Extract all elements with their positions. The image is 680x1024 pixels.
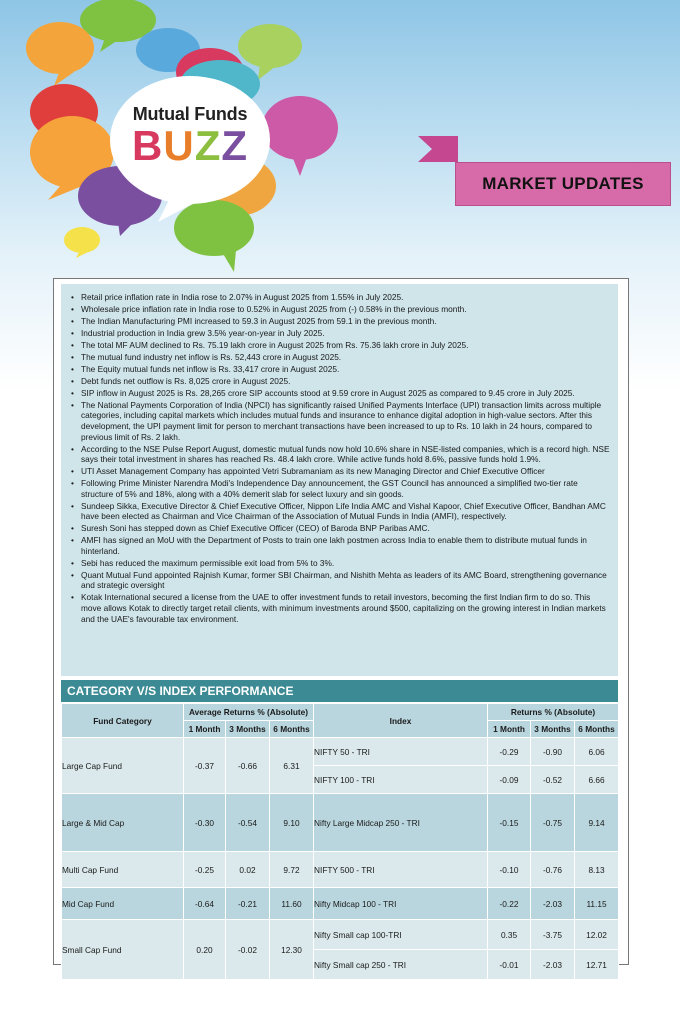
index-return-cell: 0.35 — [488, 920, 531, 950]
index-name-cell: NIFTY 100 - TRI — [314, 766, 488, 794]
index-return-cell: -0.52 — [531, 766, 575, 794]
index-return-cell: -0.22 — [488, 888, 531, 920]
category-return-cell: 9.10 — [270, 794, 314, 852]
index-return-cell: 6.06 — [575, 738, 619, 766]
category-return-cell: -0.66 — [226, 738, 270, 794]
index-name-cell: NIFTY 50 - TRI — [314, 738, 488, 766]
header-period: 1 Month — [488, 721, 531, 738]
header-returns: Returns % (Absolute) — [488, 704, 619, 721]
fund-category-cell: Mid Cap Fund — [62, 888, 184, 920]
index-return-cell: -3.75 — [531, 920, 575, 950]
category-return-cell: -0.64 — [184, 888, 226, 920]
category-return-cell: 0.02 — [226, 852, 270, 888]
news-item: • Debt funds net outflow is Rs. 8,025 crore in August 2025. — [81, 376, 610, 387]
header-period: 3 Months — [226, 721, 270, 738]
logo-letter-u: U — [163, 122, 195, 169]
index-return-cell: -0.76 — [531, 852, 575, 888]
category-return-cell: -0.54 — [226, 794, 270, 852]
index-return-cell: 11.15 — [575, 888, 619, 920]
logo-title — [114, 104, 266, 167]
category-return-cell: 9.72 — [270, 852, 314, 888]
table-row — [62, 852, 619, 888]
header-period: 6 Months — [270, 721, 314, 738]
index-name-cell: NIFTY 500 - TRI — [314, 852, 488, 888]
logo-letter-b: B — [132, 122, 164, 169]
header-fund-category: Fund Category — [62, 704, 184, 738]
table-row — [62, 888, 619, 920]
category-return-cell: 6.31 — [270, 738, 314, 794]
news-item: • The Indian Manufacturing PMI increased to 59.3 in August 2025 from 59.1 in the previous month. — [81, 316, 610, 327]
news-item: • Kotak International secured a license from the UAE to offer investment funds to retail investors, becoming the first Indian firm to do so. This move allows Kotak to directly target retail clients, with minimum investments around $500, capitalizing on the growing interest in Indian markets and the UAE's favourable tax environment. — [81, 592, 610, 624]
market-updates-label: MARKET UPDATES — [482, 174, 644, 193]
performance-table-body — [62, 738, 619, 980]
index-return-cell: 6.66 — [575, 766, 619, 794]
fund-category-cell: Large & Mid Cap — [62, 794, 184, 852]
fund-category-cell: Multi Cap Fund — [62, 852, 184, 888]
table-row — [62, 794, 619, 852]
performance-table — [61, 703, 619, 980]
news-item: • Industrial production in India grew 3.5% year-on-year in July 2025. — [81, 328, 610, 339]
performance-title: CATEGORY V/S INDEX PERFORMANCE — [61, 680, 618, 702]
news-item: • SIP inflow in August 2025 is Rs. 28,265 crore SIP accounts stood at 9.59 crore in August 2025 as compared to 9.45 crore in July 2025. — [81, 388, 610, 399]
index-return-cell: -0.90 — [531, 738, 575, 766]
logo-letter-z2: Z — [221, 122, 248, 169]
category-return-cell: -0.30 — [184, 794, 226, 852]
table-row — [62, 738, 619, 766]
index-name-cell: Nifty Small cap 100-TRI — [314, 920, 488, 950]
index-return-cell: -0.09 — [488, 766, 531, 794]
news-item: • Sundeep Sikka, Executive Director & Chief Executive Officer, Nippon Life India AMC and Vishal Kapoor, Chief Executive Officer, Bandhan AMC have been elected as Chairman and Vice Chairman of the Association of Mutual Funds in India (AMFI), respectively. — [81, 501, 610, 522]
news-item: • Following Prime Minister Narendra Modi's Independence Day announcement, the GST Council has announced a simplified two-tier rate structure of 5% and 18%, along with a 40% demerit slab for select luxury and sin goods. — [81, 478, 610, 499]
news-item: • Wholesale price inflation rate in India rose to 0.52% in August 2025 from (-) 0.58% in the previous month. — [81, 304, 610, 315]
index-return-cell: -0.10 — [488, 852, 531, 888]
header-period: 6 Months — [575, 721, 619, 738]
index-return-cell: -2.03 — [531, 888, 575, 920]
news-item: • The total MF AUM declined to Rs. 75.19 lakh crore in August 2025 from Rs. 75.36 lakh crore in July 2025. — [81, 340, 610, 351]
header-index: Index — [314, 704, 488, 738]
news-item: • Sebi has reduced the maximum permissible exit load from 5% to 3%. — [81, 558, 610, 569]
news-item: • Quant Mutual Fund appointed Rajnish Kumar, former SBI Chairman, and Nishith Mehta as leaders of its AMC Board, strengthening governance and strategic oversight — [81, 570, 610, 591]
table-row — [62, 920, 619, 950]
header-avg-returns: Average Returns % (Absolute) — [184, 704, 314, 721]
index-name-cell: Nifty Large Midcap 250 - TRI — [314, 794, 488, 852]
news-item: • AMFI has signed an MoU with the Department of Posts to train one lakh postmen across India to enable them to distribute mutual funds in hinterland. — [81, 535, 610, 556]
news-item: • According to the NSE Pulse Report August, domestic mutual funds now hold 10.6% share in NSE-listed companies, which is a record high. NSE says their total investment in shares has reached Rs. 48.4 lakh crore. While active funds hold 8.6%, passive funds hold 1.9%. — [81, 444, 610, 465]
index-return-cell: -0.15 — [488, 794, 531, 852]
category-return-cell: -0.02 — [226, 920, 270, 980]
category-return-cell: -0.21 — [226, 888, 270, 920]
category-return-cell: -0.37 — [184, 738, 226, 794]
news-item: • Suresh Soni has stepped down as Chief Executive Officer (CEO) of Baroda BNP Paribas AMC. — [81, 523, 610, 534]
category-return-cell: 12.30 — [270, 920, 314, 980]
index-return-cell: 9.14 — [575, 794, 619, 852]
logo-letter-z1: Z — [194, 122, 222, 169]
header-period: 1 Month — [184, 721, 226, 738]
news-item: • The mutual fund industry net inflow is Rs. 52,443 crore in August 2025. — [81, 352, 610, 363]
fund-category-cell: Large Cap Fund — [62, 738, 184, 794]
index-return-cell: 12.71 — [575, 950, 619, 980]
index-return-cell: -0.75 — [531, 794, 575, 852]
news-item: • The Equity mutual funds net inflow is Rs. 33,417 crore in August 2025. — [81, 364, 610, 375]
index-return-cell: 8.13 — [575, 852, 619, 888]
news-list — [61, 284, 618, 624]
index-return-cell: -2.03 — [531, 950, 575, 980]
news-panel — [61, 284, 618, 676]
index-name-cell: Nifty Midcap 100 - TRI — [314, 888, 488, 920]
fund-category-cell: Small Cap Fund — [62, 920, 184, 980]
header-period: 3 Months — [531, 721, 575, 738]
news-item: • Retail price inflation rate in India rose to 2.07% in August 2025 from 1.55% in July 2025. — [81, 292, 610, 303]
category-return-cell: 0.20 — [184, 920, 226, 980]
news-item: • The National Payments Corporation of India (NPCI) has significantly raised Unified Payments Interface (UPI) transaction limits across multiple categories, including capital markets which includes mutual funds and insurance to enhance digital adoption in high-value sectors. After this development, the UPI payment limit for person to merchant transactions have been increased to up to Rs. 10 lakh in 24 hours, compared to previous limit of Rs. 2 lakh. — [81, 400, 610, 442]
index-return-cell: -0.01 — [488, 950, 531, 980]
category-return-cell: -0.25 — [184, 852, 226, 888]
index-return-cell: 12.02 — [575, 920, 619, 950]
index-return-cell: -0.29 — [488, 738, 531, 766]
category-return-cell: 11.60 — [270, 888, 314, 920]
index-name-cell: Nifty Small cap 250 - TRI — [314, 950, 488, 980]
market-updates-ribbon — [455, 162, 671, 206]
logo-buzz — [114, 122, 266, 169]
news-item: • UTI Asset Management Company has appointed Vetri Subramaniam as its new Managing Director and Chief Executive Officer — [81, 466, 610, 477]
logo-title-line1: Mutual Funds — [132, 104, 248, 124]
